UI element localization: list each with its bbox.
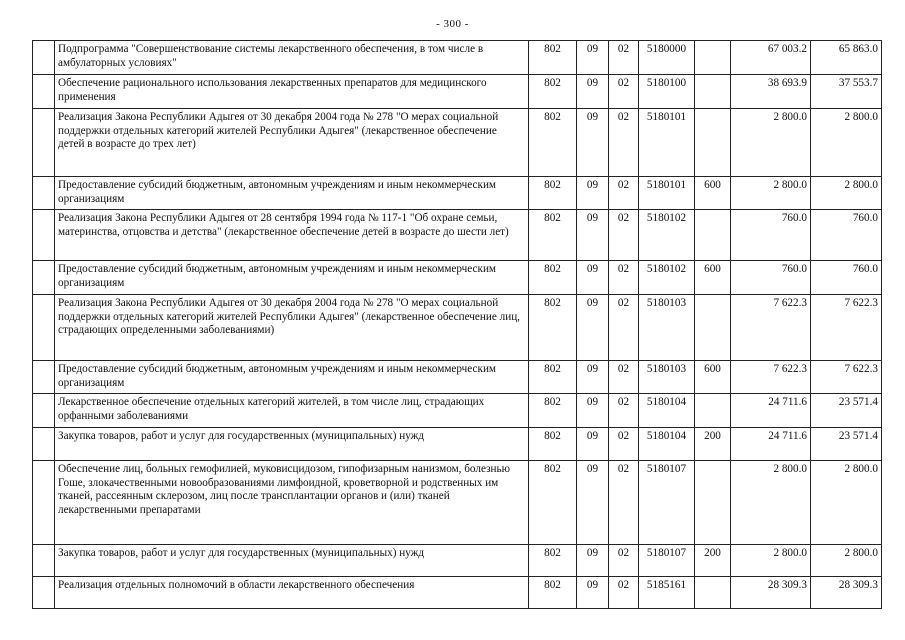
row-blank-cell [33,109,55,177]
section-code: 09 [577,177,609,210]
amount-year-1: 2 800.0 [731,177,811,210]
target-article-code: 5185161 [639,577,695,609]
page-number: - 300 - [436,18,469,30]
ministry-code: 802 [529,361,577,394]
amount-year-2: 37 553.7 [811,75,882,109]
target-article-code: 5180104 [639,394,695,428]
amount-year-1: 760.0 [731,210,811,261]
ministry-code: 802 [529,394,577,428]
expense-type-code [695,577,731,609]
row-description: Реализация отдельных полномочий в области лекарственного обеспечения [55,577,529,609]
ministry-code: 802 [529,577,577,609]
table-row [33,41,882,75]
amount-year-1: 7 622.3 [731,295,811,361]
subsection-code: 02 [609,577,639,609]
ministry-code: 802 [529,109,577,177]
row-description: Лекарственное обеспечение отдельных категорий жителей, в том числе лиц, страдающих орфанными заболеваниями [55,394,529,428]
amount-year-2: 2 800.0 [811,109,882,177]
row-blank-cell [33,261,55,295]
subsection-code: 02 [609,109,639,177]
target-article-code: 5180103 [639,295,695,361]
subsection-code: 02 [609,75,639,109]
amount-year-2: 23 571.4 [811,394,882,428]
amount-year-1: 2 800.0 [731,545,811,577]
amount-year-1: 2 800.0 [731,461,811,545]
target-article-code: 5180101 [639,177,695,210]
row-description: Реализация Закона Республики Адыгея от 30 декабря 2004 года № 278 "О мерах социальной поддержки отдельных категорий жителей Республики Адыгея" (лекарственное обеспечение лиц, страдающих определенными заболеваниями) [55,295,529,361]
target-article-code: 5180107 [639,545,695,577]
row-description: Предоставление субсидий бюджетным, автономным учреждениям и иным некоммерческим организациям [55,177,529,210]
expense-type-code: 600 [695,361,731,394]
section-code: 09 [577,210,609,261]
subsection-code: 02 [609,41,639,75]
subsection-code: 02 [609,428,639,461]
row-blank-cell [33,428,55,461]
expense-type-code: 600 [695,261,731,295]
ministry-code: 802 [529,75,577,109]
section-code: 09 [577,109,609,177]
row-description: Обеспечение лиц, больных гемофилией, муковисцидозом, гипофизарным нанизмом, болезнью Гоше, злокачественными новообразованиями лимфоидной, кроветворной и родственных им тканей, рассеянным склерозом, лиц после трансплантации органов и (или) тканей лекарственными препаратами [55,461,529,545]
amount-year-2: 760.0 [811,210,882,261]
subsection-code: 02 [609,295,639,361]
amount-year-2: 2 800.0 [811,461,882,545]
section-code: 09 [577,261,609,295]
target-article-code: 5180107 [639,461,695,545]
row-blank-cell [33,361,55,394]
amount-year-1: 67 003.2 [731,41,811,75]
row-description: Предоставление субсидий бюджетным, автономным учреждениям и иным некоммерческим организациям [55,361,529,394]
row-description: Реализация Закона Республики Адыгея от 28 сентября 1994 года № 117-1 "Об охране семьи, материнства, отцовства и детства" (лекарственное обеспечение детей в возрасте до шести лет) [55,210,529,261]
ministry-code: 802 [529,261,577,295]
ministry-code: 802 [529,545,577,577]
amount-year-2: 760.0 [811,261,882,295]
expense-type-code: 200 [695,428,731,461]
amount-year-1: 7 622.3 [731,361,811,394]
table-row [33,75,882,109]
row-blank-cell [33,210,55,261]
amount-year-2: 2 800.0 [811,177,882,210]
expense-type-code: 600 [695,177,731,210]
section-code: 09 [577,295,609,361]
target-article-code: 5180101 [639,109,695,177]
subsection-code: 02 [609,261,639,295]
expense-type-code [695,75,731,109]
section-code: 09 [577,545,609,577]
ministry-code: 802 [529,428,577,461]
amount-year-2: 7 622.3 [811,361,882,394]
section-code: 09 [577,41,609,75]
ministry-code: 802 [529,295,577,361]
amount-year-2: 7 622.3 [811,295,882,361]
table-row [33,210,882,261]
expense-type-code [695,295,731,361]
table-row [33,109,882,177]
amount-year-2: 2 800.0 [811,545,882,577]
table-row [33,261,882,295]
section-code: 09 [577,361,609,394]
ministry-code: 802 [529,461,577,545]
table-row [33,394,882,428]
ministry-code: 802 [529,41,577,75]
section-code: 09 [577,394,609,428]
target-article-code: 5180100 [639,75,695,109]
ministry-code: 802 [529,210,577,261]
amount-year-1: 28 309.3 [731,577,811,609]
section-code: 09 [577,577,609,609]
row-blank-cell [33,177,55,210]
row-blank-cell [33,461,55,545]
row-blank-cell [33,394,55,428]
target-article-code: 5180102 [639,261,695,295]
amount-year-2: 65 863.0 [811,41,882,75]
target-article-code: 5180102 [639,210,695,261]
amount-year-1: 760.0 [731,261,811,295]
table-row [33,461,882,545]
subsection-code: 02 [609,210,639,261]
expense-type-code [695,394,731,428]
subsection-code: 02 [609,545,639,577]
subsection-code: 02 [609,461,639,545]
amount-year-1: 2 800.0 [731,109,811,177]
expense-type-code [695,109,731,177]
subsection-code: 02 [609,394,639,428]
amount-year-2: 23 571.4 [811,428,882,461]
row-blank-cell [33,545,55,577]
row-description: Закупка товаров, работ и услуг для государственных (муниципальных) нужд [55,545,529,577]
row-description: Обеспечение рационального использования лекарственных препаратов для медицинского применения [55,75,529,109]
amount-year-1: 24 711.6 [731,394,811,428]
row-blank-cell [33,75,55,109]
table-row [33,577,882,609]
section-code: 09 [577,428,609,461]
target-article-code: 5180104 [639,428,695,461]
expense-type-code [695,461,731,545]
row-description: Реализация Закона Республики Адыгея от 30 декабря 2004 года № 278 "О мерах социальной поддержки отдельных категорий жителей Республики Адыгея" (лекарственное обеспечение детей в возрасте до трех лет) [55,109,529,177]
section-code: 09 [577,461,609,545]
section-code: 09 [577,75,609,109]
table-row [33,545,882,577]
row-blank-cell [33,577,55,609]
table-row [33,295,882,361]
ministry-code: 802 [529,177,577,210]
row-description: Подпрограмма "Совершенствование системы лекарственного обеспечения, в том числе в амбулаторных условиях" [55,41,529,75]
row-description: Закупка товаров, работ и услуг для государственных (муниципальных) нужд [55,428,529,461]
expense-type-code [695,41,731,75]
table-row [33,177,882,210]
budget-table [32,40,882,609]
row-blank-cell [33,41,55,75]
subsection-code: 02 [609,177,639,210]
amount-year-1: 38 693.9 [731,75,811,109]
target-article-code: 5180103 [639,361,695,394]
expense-type-code: 200 [695,545,731,577]
amount-year-2: 28 309.3 [811,577,882,609]
row-description: Предоставление субсидий бюджетным, автономным учреждениям и иным некоммерческим организациям [55,261,529,295]
subsection-code: 02 [609,361,639,394]
table-row [33,361,882,394]
target-article-code: 5180000 [639,41,695,75]
expense-type-code [695,210,731,261]
row-blank-cell [33,295,55,361]
table-row [33,428,882,461]
amount-year-1: 24 711.6 [731,428,811,461]
